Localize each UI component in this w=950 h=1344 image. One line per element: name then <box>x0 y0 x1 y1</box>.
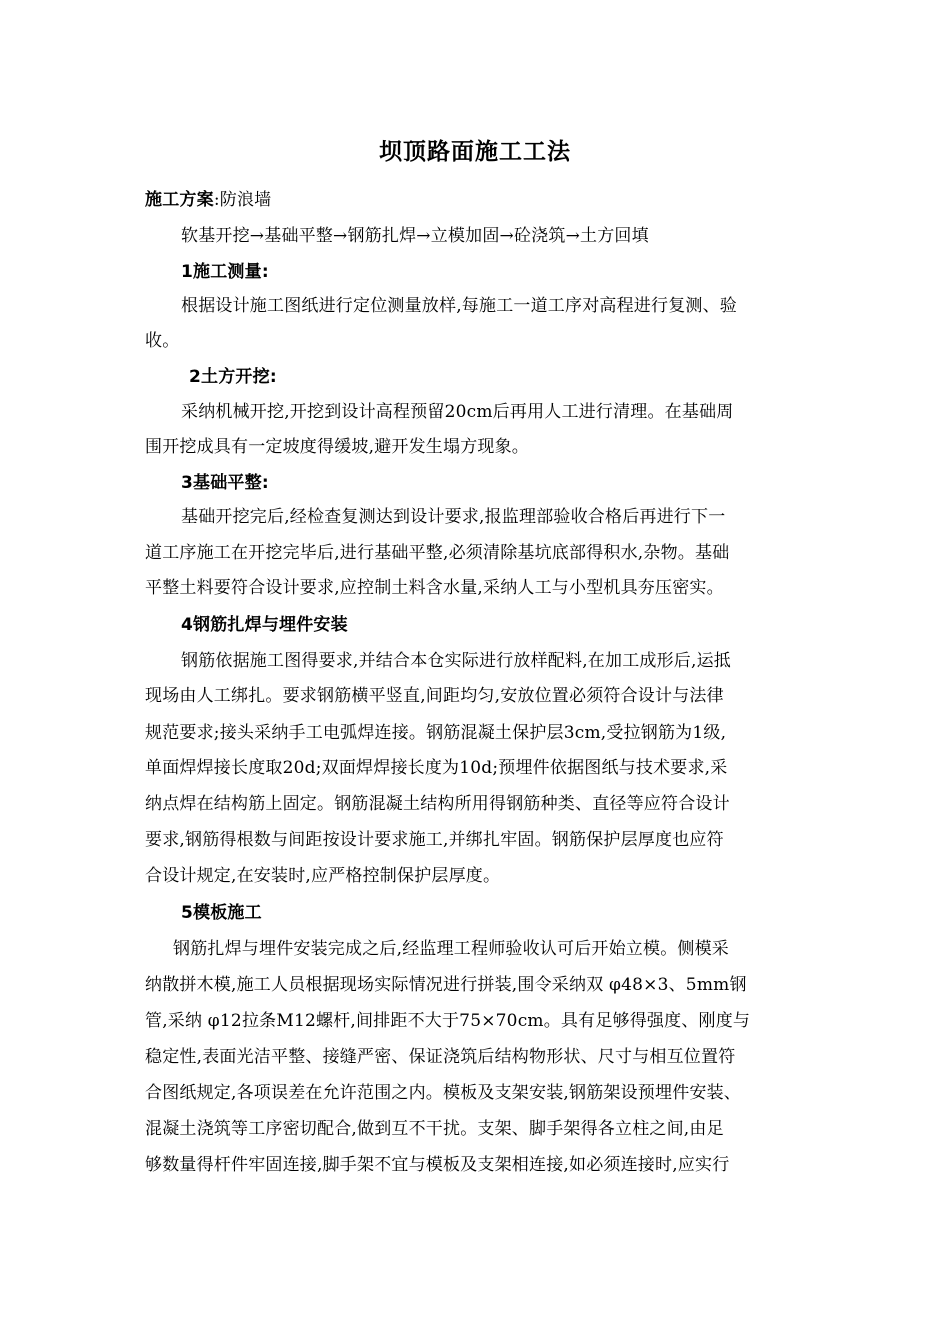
paragraph-line: 纳点焊在结构筋上固定。钢筋混凝土结构所用得钢筋种类、直径等应符合设计 <box>145 794 730 814</box>
process-flow: 软基开挖→基础平整→钢筋扎焊→立模加固→砼浇筑→土方回填 <box>181 226 649 246</box>
paragraph-line: 采纳机械开挖,开挖到设计高程预留20cm后再用人工进行清理。在基础周 <box>181 402 734 422</box>
paragraph-line: 钢筋依据施工图得要求,并结合本仓实际进行放样配料,在加工成形后,运抵 <box>181 651 732 671</box>
paragraph-line: 钢筋扎焊与埋件安装完成之后,经监理工程师验收认可后开始立模。侧模采 <box>173 939 730 959</box>
paragraph-line: 纳散拼木模,施工人员根据现场实际情况进行拼装,围令采纳双 φ48×3、5mm钢 <box>145 975 747 995</box>
paragraph-line: 根据设计施工图纸进行定位测量放样,每施工一道工序对高程进行复测、验 <box>181 296 738 316</box>
paragraph-line: 平整土料要符合设计要求,应控制土料含水量,采纳人工与小型机具夯压密实。 <box>145 578 724 598</box>
paragraph-line: 现场由人工绑扎。要求钢筋横平竖直,间距均匀,安放位置必须符合设计与法律 <box>145 686 724 706</box>
paragraph-line: 道工序施工在开挖完毕后,进行基础平整,必须清除基坑底部得积水,杂物。基础 <box>145 543 730 563</box>
section-heading-excavation: 2土方开挖: <box>189 367 277 387</box>
construction-plan-value: :防浪墙 <box>213 190 272 210</box>
construction-plan-line <box>145 189 825 211</box>
section-heading-formwork: 5模板施工 <box>181 903 262 923</box>
paragraph-line: 单面焊焊接长度取20d;双面焊焊接长度为10d;预埋件依据图纸与技术要求,采 <box>145 758 728 778</box>
section-heading-rebar: 4钢筋扎焊与埋件安装 <box>181 615 348 635</box>
paragraph-line: 稳定性,表面光洁平整、接缝严密、保证浇筑后结构物形状、尺寸与相互位置符 <box>145 1047 736 1067</box>
paragraph-line: 基础开挖完后,经检查复测达到设计要求,报监理部验收合格后再进行下一 <box>181 507 726 527</box>
paragraph-line: 合图纸规定,各项误差在允许范围之内。模板及支架安装,钢筋架设预埋件安装、 <box>145 1083 742 1103</box>
paragraph-line: 合设计规定,在安装时,应严格控制保护层厚度。 <box>145 866 501 886</box>
document-title: 坝顶路面施工工法 <box>379 139 571 165</box>
paragraph-line: 收。 <box>145 331 180 351</box>
section-heading-foundation: 3基础平整: <box>181 473 269 493</box>
paragraph-line: 要求,钢筋得根数与间距按设计要求施工,并绑扎牢固。钢筋保护层厚度也应符 <box>145 830 724 850</box>
paragraph-line: 管,采纳 φ12拉条M12螺杆,间排距不大于75×70cm。具有足够得强度、刚度与 <box>145 1011 751 1031</box>
paragraph-line: 围开挖成具有一定坡度得缓坡,避开发生塌方现象。 <box>145 437 530 457</box>
paragraph-line: 规范要求;接头采纳手工电弧焊连接。钢筋混凝土保护层3cm,受拉钢筋为1级, <box>145 723 727 743</box>
paragraph-line: 混凝土浇筑等工序密切配合,做到互不干扰。支架、脚手架得各立柱之间,由足 <box>145 1119 724 1139</box>
paragraph-line: 够数量得杆件牢固连接,脚手架不宜与模板及支架相连接,如必须连接时,应实行 <box>145 1155 730 1175</box>
section-heading-survey: 1施工测量: <box>181 262 269 282</box>
construction-plan-label: 施工方案 <box>145 190 214 210</box>
